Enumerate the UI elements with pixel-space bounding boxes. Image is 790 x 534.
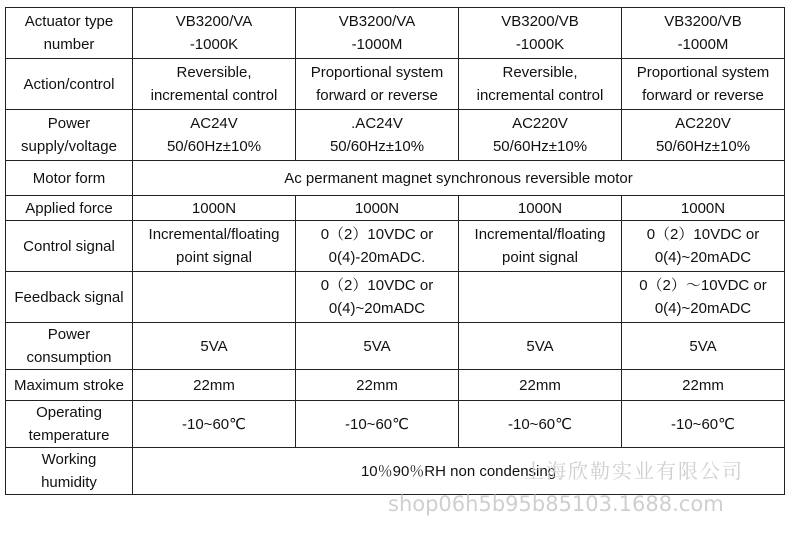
row-label: Working humidity [6, 448, 133, 495]
table-cell: 0（2）～10VDC or 0(4)~20mADC [622, 272, 785, 323]
table-cell: Reversible, incremental control [133, 59, 296, 110]
table-row [6, 161, 785, 196]
table-cell: 0（2）10VDC or 0(4)-20mADC. [296, 221, 459, 272]
table-cell: VB3200/VB -1000K [459, 8, 622, 59]
table-cell [459, 272, 622, 323]
table-cell: 0（2）10VDC or 0(4)~20mADC [622, 221, 785, 272]
table-cell: 1000N [133, 196, 296, 221]
row-label: Feedback signal [6, 272, 133, 323]
table-row [6, 448, 785, 495]
table-cell: VB3200/VA -1000K [133, 8, 296, 59]
table-cell: AC220V 50/60Hz±10% [459, 110, 622, 161]
table-cell: Incremental/floating point signal [459, 221, 622, 272]
table-cell: 22mm [459, 370, 622, 401]
table-cell: 5VA [622, 323, 785, 370]
merged-cell: 10％90％RH non condensing [133, 448, 785, 495]
table-cell: Incremental/floating point signal [133, 221, 296, 272]
table-cell: Reversible, incremental control [459, 59, 622, 110]
table-cell [133, 272, 296, 323]
table-cell: -10~60℃ [296, 401, 459, 448]
row-label: Power consumption [6, 323, 133, 370]
row-label: Maximum stroke [6, 370, 133, 401]
table-cell: -10~60℃ [459, 401, 622, 448]
row-label: Action/control [6, 59, 133, 110]
table-cell: -10~60℃ [133, 401, 296, 448]
table-row [6, 196, 785, 221]
table-cell: 1000N [459, 196, 622, 221]
table-cell: 5VA [296, 323, 459, 370]
table-cell: VB3200/VA -1000M [296, 8, 459, 59]
table-row [6, 272, 785, 323]
table-cell: Proportional system forward or reverse [296, 59, 459, 110]
table-cell: VB3200/VB -1000M [622, 8, 785, 59]
spec-table-body [6, 8, 785, 495]
table-cell: 22mm [133, 370, 296, 401]
table-row [6, 8, 785, 59]
table-cell: AC24V 50/60Hz±10% [133, 110, 296, 161]
table-row [6, 221, 785, 272]
table-cell: AC220V 50/60Hz±10% [622, 110, 785, 161]
row-label: Operating temperature [6, 401, 133, 448]
table-cell: 0（2）10VDC or 0(4)~20mADC [296, 272, 459, 323]
row-label: Applied force [6, 196, 133, 221]
table-row [6, 110, 785, 161]
watermark-url: shop06h5b95b85103.1688.com [388, 492, 724, 516]
table-row [6, 370, 785, 401]
spec-table [5, 7, 785, 495]
table-cell: 1000N [622, 196, 785, 221]
table-cell: 22mm [622, 370, 785, 401]
table-row [6, 401, 785, 448]
row-label: Motor form [6, 161, 133, 196]
row-label: Actuator type number [6, 8, 133, 59]
table-cell: 1000N [296, 196, 459, 221]
table-cell: Proportional system forward or reverse [622, 59, 785, 110]
table-row [6, 59, 785, 110]
watermark-company: 上海欣勒实业有限公司 [524, 459, 744, 483]
table-cell: 5VA [459, 323, 622, 370]
table-cell: 22mm [296, 370, 459, 401]
table-cell: .AC24V 50/60Hz±10% [296, 110, 459, 161]
row-label: Power supply/voltage [6, 110, 133, 161]
table-cell: -10~60℃ [622, 401, 785, 448]
row-label: Control signal [6, 221, 133, 272]
table-row [6, 323, 785, 370]
table-cell: 5VA [133, 323, 296, 370]
merged-cell: Ac permanent magnet synchronous reversible motor [133, 161, 785, 196]
